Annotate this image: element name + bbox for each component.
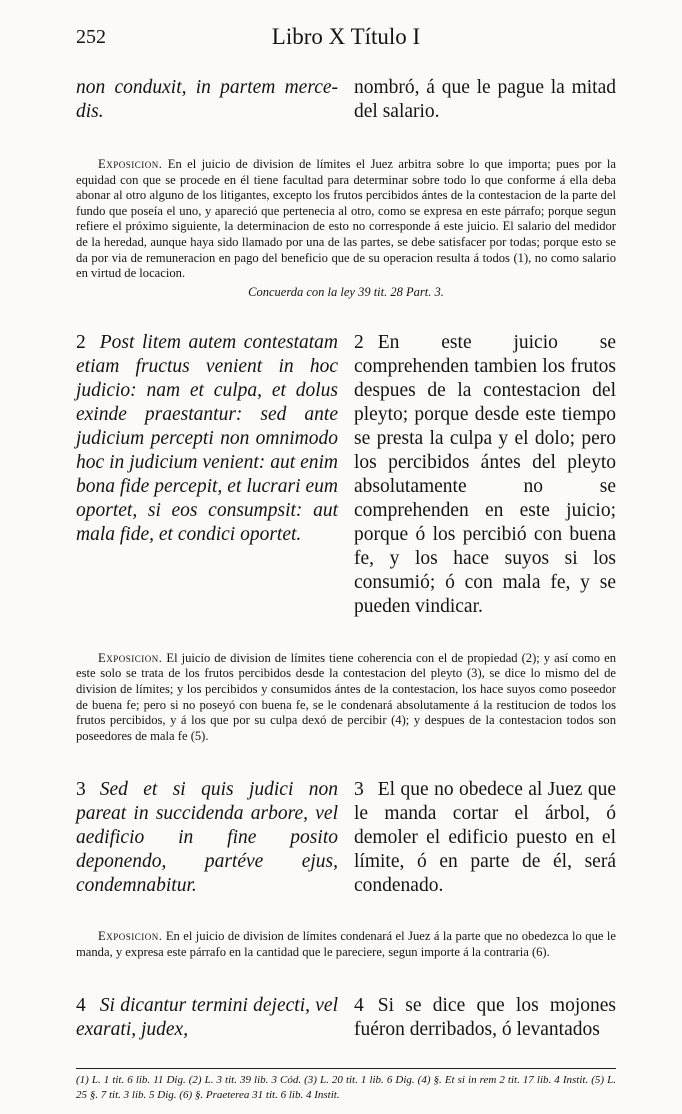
exposicion-text: En el juicio de division de límites condenará el Juez á la parte que no obedezca lo que le manda, y expresa este párrafo en la cantidad que le pareciere, segun importe á la contraria (6). (76, 929, 616, 959)
exposicion-1 (76, 157, 616, 282)
spanish-text: El que no obedece al Juez que le manda cortar el árbol, ó demoler el edificio puesto en el límite, ó en parte de él, será condenado. (354, 778, 616, 896)
exposicion-2 (76, 651, 616, 745)
latin-paragraph-2 (76, 331, 338, 619)
spanish-text: En este juicio se comprehenden tambien los frutos despues de la contestacion del pleyto; porque desde este tiempo se presta la culpa y el dolo; pero los percibidos ántes del pleyto absolutamente no se comprehenden en este juicio; porque ó los percibió con buena fe, y los hace suyos si los consumió; ó con mala fe, y se pueden vindicar. (354, 332, 616, 618)
spanish-paragraph-2 (354, 331, 616, 619)
page-number: 252 (76, 26, 106, 48)
footnote-rule (76, 1068, 616, 1069)
paragraph-4 (76, 975, 616, 1062)
footnotes: (1) L. 1 tit. 6 lib. 11 Dig. (2) L. 3 tit. 39 lib. 3 Cód. (3) L. 20 tit. 1 lib. 6 Dig. (4) §. Et si in rem 2 tit. 17 lib. 4 Instit. (5) L. 25 §. 7 tit. 3 lib. 5 Dig. (6) §. Praeterea 31 tit. 6 lib. 4 Instit. (76, 1073, 616, 1101)
paragraph-number: 2 (76, 332, 86, 354)
spanish-paragraph-4 (354, 994, 616, 1042)
latin-text: Sed et si quis judici non pareat in succidenda arbore, vel aedificio in fine posito deponendo, partéve ejus, condemnabitur. (76, 778, 338, 896)
latin-paragraph-3 (76, 778, 338, 898)
latin-text: Si dicantur termini dejecti, vel exarati, judex, (76, 995, 338, 1040)
exposicion-label: Exposicion. (98, 650, 163, 665)
spanish-text: Si se dice que los mojones fuéron derribados, ó levantados (354, 995, 616, 1040)
running-title: Libro X Título I (271, 24, 421, 49)
exposicion-3 (76, 929, 616, 960)
exposicion-text: En el juicio de division de límites el Juez arbitra sobre lo que importa; pues por la equidad con que se procede en él tiene facultad para determinar sobre todo lo que conforme á ella deba abonar al otro alguno de los litigantes, excepto los frutos percibidos ántes de la contestacion de la parte del fundo que poseía el uno, y apareció que pertenecia al otro, como se expresa en este párrafo; porque segun refiere el próximo siguiente, la determinacion de esto no corresponde á este juicio. El salario del medidor de la heredad, aunque haya sido llamado por una de las partes, se debe satisfacer por todas; porque esto se da por via de remuneracion en pago del beneficio que de su operacion resulta á todos (1), no como salario en virtud de locacion. (76, 157, 616, 281)
latin-continuation: non conduxit, in partem merce- dis. (76, 76, 338, 122)
book-page (76, 22, 616, 1114)
paragraph-number: 3 (354, 778, 364, 800)
paragraph-number: 4 (354, 995, 364, 1016)
paragraph-3 (76, 758, 616, 917)
paragraph-number: 4 (76, 995, 86, 1016)
exposicion-label: Exposicion. (98, 157, 163, 171)
spanish-paragraph-3 (354, 778, 616, 898)
paragraph-number: 3 (76, 778, 86, 800)
page-header (76, 22, 616, 56)
concordance-note: Concuerda con la ley 39 tit. 28 Part. 3. (248, 284, 444, 299)
paragraph-2 (76, 312, 616, 639)
continuation-block (76, 56, 616, 143)
spanish-continuation: nombró, á que le pague la mitad del salario. (354, 76, 616, 122)
paragraph-number: 2 (354, 332, 364, 354)
exposicion-text: El juicio de division de límites tiene coherencia con el de propiedad (2); y así como en este solo se trata de los frutos percibidos desde la contestacion del pleyto (3), se dice lo mismo del de division de límites; y los percibidos y consumidos ántes de la contestacion, los hace suyos como poseedor de buena fe; pero si no poseyó con buena fe, se le condenará absolutamente á la restitucion de todos los frutos percibidos, y á los que por su culpa dexó de percibir (4); y despues de la contestacion todos son poseedores de mala fe (5). (76, 650, 616, 743)
latin-text: Post litem autem contestatam etiam fructus venient in hoc judicio: nam et culpa, et dolus exinde praestantur: sed ante judicium percepti non omnimodo hoc in judicium venient: aut enim bona fide percepit, et lucrari eum oportet, si eos consumpsit: aut mala fide, et condici oportet. (76, 332, 338, 546)
latin-paragraph-4 (76, 994, 338, 1042)
exposicion-label: Exposicion. (98, 929, 163, 944)
